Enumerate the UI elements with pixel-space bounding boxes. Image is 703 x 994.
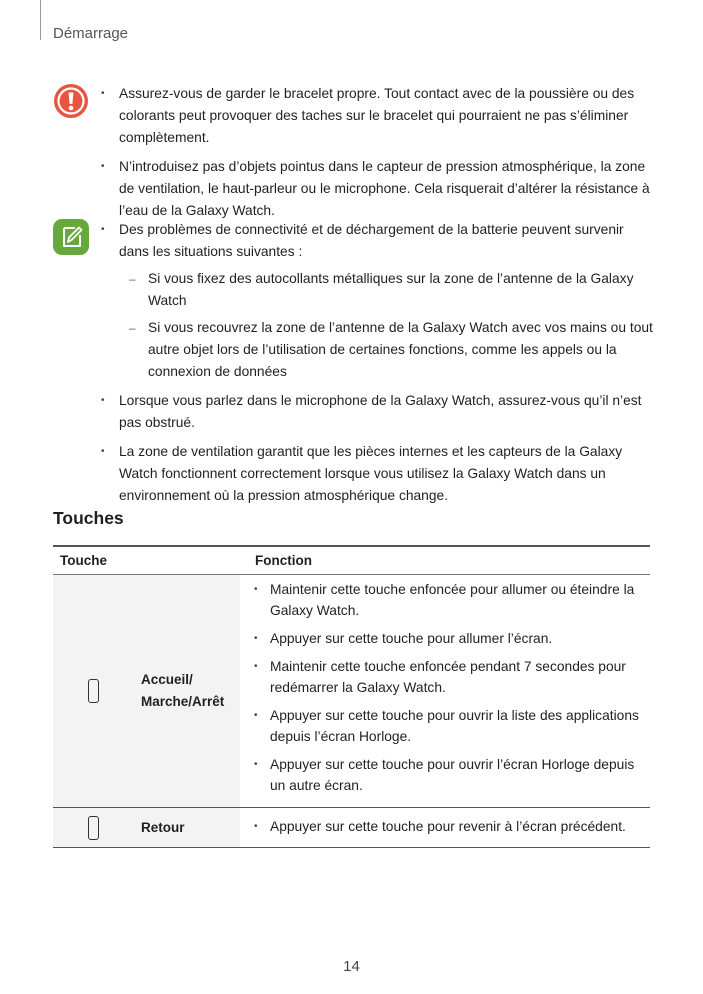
table-header-touche: Touche [60, 553, 107, 568]
keys-table [53, 545, 650, 848]
header-rule [40, 0, 41, 40]
note-list [100, 219, 653, 514]
function-item: • Appuyer sur cette touche pour ouvrir la liste des applications depuis l’écran Horloge. [254, 705, 650, 747]
key-functions [240, 575, 650, 807]
key-functions [240, 808, 650, 847]
button-key-icon [88, 816, 99, 840]
warning-notice [53, 83, 653, 218]
table-header-fonction: Fonction [255, 553, 312, 568]
function-item: • Appuyer sur cette touche pour revenir à l’écran précédent. [254, 816, 650, 837]
warning-exclamation-icon [53, 83, 89, 119]
page-number: 14 [343, 958, 360, 975]
function-item: • Maintenir cette touche enfoncée pour allumer ou éteindre la Galaxy Watch. [254, 579, 650, 621]
page-header-title: Démarrage [53, 25, 129, 42]
function-item: • Appuyer sur cette touche pour allumer l’écran. [254, 628, 650, 649]
function-item: • Maintenir cette touche enfoncée pendant 7 secondes pour redémarrer la Galaxy Watch. [254, 656, 650, 698]
key-name: Accueil/ Marche/Arrêt [133, 575, 240, 807]
key-icon-cell [53, 808, 133, 847]
button-key-icon [88, 679, 99, 703]
sub-list-item: – Si vous fixez des autocollants métalliques sur la zone de l’antenne de la Galaxy Watch [100, 268, 653, 312]
list-item: • Lorsque vous parlez dans le microphone de la Galaxy Watch, assurez-vous qu’il n’est pas obstrué. [100, 390, 653, 434]
warning-list [100, 83, 653, 229]
list-item: • La zone de ventilation garantit que les pièces internes et les capteurs de la Galaxy Watch fonctionnent correctement lorsque vous utilisez la Galaxy Watch dans un environnement où la pression atmosphérique change. [100, 441, 653, 507]
table-row [53, 808, 650, 848]
list-item: • Assurez-vous de garder le bracelet propre. Tout contact avec de la poussière ou des colorants peut provoquer des taches sur le bracelet qui pourraient ne pas s’éliminer complètement. [100, 83, 653, 149]
key-icon-cell [53, 575, 133, 807]
table-header-row [53, 547, 650, 575]
list-item: • N’introduisez pas d’objets pointus dans le capteur de pression atmosphérique, la zone de ventilation, le haut-parleur ou le microphone. Cela risquerait d’altérer la résistance à l’eau de la Galaxy Watch. [100, 156, 653, 222]
key-name: Retour [133, 808, 240, 847]
note-pencil-icon [53, 219, 89, 255]
sub-list-item: – Si vous recouvrez la zone de l’antenne de la Galaxy Watch avec vos mains ou tout autre objet lors de l’utilisation de certaines fonctions, comme les appels ou la connexion de données [100, 317, 653, 383]
section-title: Touches [53, 508, 124, 528]
list-item: • Des problèmes de connectivité et de déchargement de la batterie peuvent survenir dans les situations suivantes : [100, 219, 653, 263]
function-item: • Appuyer sur cette touche pour ouvrir l’écran Horloge depuis un autre écran. [254, 754, 650, 796]
table-row [53, 575, 650, 808]
info-note [53, 219, 653, 503]
